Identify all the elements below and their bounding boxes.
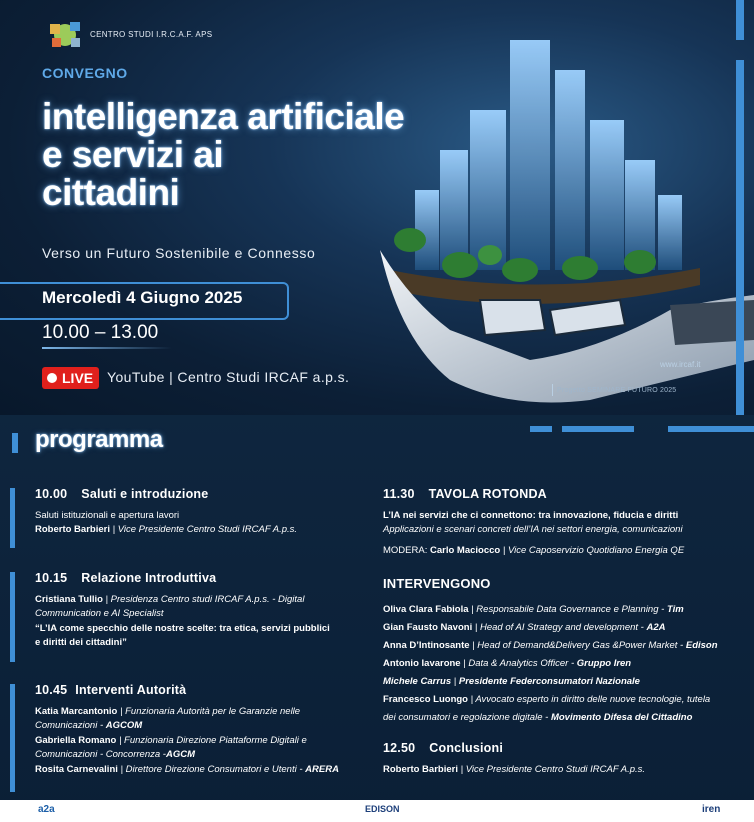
stream-channel[interactable]: YouTube | Centro Studi IRCAF a.p.s. [107, 369, 350, 385]
speaker-role: | Data & Analytics Officer - [460, 658, 577, 669]
session-line: Applicazioni e scenari concreti dell’IA nei settori energia, comunicazioni [383, 524, 683, 535]
speaker-role: | Vice Presidente Centro Studi IRCAF A.p.s. [109, 524, 298, 535]
session-time: 12.50 [383, 741, 416, 755]
speaker-role: | Responsabile Data Governance e Planning - [468, 604, 667, 615]
speaker-role: Communication e AI Specialist [35, 608, 164, 619]
project-label: Progetto SEMINARE FUTURO 2025 [557, 387, 677, 394]
live-dot-icon [47, 373, 57, 383]
iren-logo: iren [702, 804, 721, 815]
session-keynote [35, 571, 365, 651]
section-bar [10, 572, 15, 662]
speaker-org: AGCOM [105, 720, 143, 731]
speaker-role: | Direttore Direzione Consumatori e Utenti - [117, 763, 306, 775]
session-round-table [383, 487, 748, 558]
session-conclusions [383, 741, 748, 777]
a2a-logo: a2a [38, 804, 55, 815]
session-line: Saluti istituzionali e apertura lavori [35, 509, 180, 521]
speaker-name: Oliva Clara Fabiola [383, 604, 469, 615]
session-line: L’IA nei servizi che ci connettono: tra innovazione, fiducia e diritti [383, 509, 679, 521]
speaker-name: Katia Marcantonio [35, 705, 118, 717]
speaker-name: Carlo Maciocco [429, 544, 501, 556]
session-title: Conclusioni [429, 741, 504, 755]
speaker-role: | Vice Caposervizio Quotidiano Energia QE [500, 544, 685, 556]
session-authorities [35, 683, 365, 777]
speaker-role: Comunicazioni - Concorrenza - [35, 749, 166, 760]
title-line: intelligenza artificiale [42, 96, 405, 137]
event-date: Mercoledì 4 Giugno 2025 [42, 288, 243, 307]
session-title: Saluti e introduzione [81, 487, 209, 501]
website[interactable]: www.ircaf.it [660, 360, 701, 369]
decor-bar [736, 60, 744, 415]
speaker-name: Gabriella Romano [35, 734, 117, 746]
session-title: Interventi Autorità [75, 683, 187, 697]
talk-title: e diritti dei cittadini” [35, 637, 127, 648]
speaker-role: | Funzionaria Direzione Piattaforme Digitali e [116, 734, 307, 746]
decor-bar [12, 433, 18, 453]
event-type: CONVEGNO [42, 65, 128, 81]
speaker-role: dei consumatori e regolazione digitale - [383, 712, 551, 723]
speaker-role: | Avvocato esperto in diritto delle nuove tecnologie, tutela [467, 694, 711, 705]
speaker-org: A2A [646, 622, 666, 633]
session-time: 10.45 [35, 683, 68, 697]
session-time: 10.15 [35, 571, 68, 585]
speaker-role: | Head of AI Strategy and development - [472, 622, 647, 633]
speaker-org: Movimento Difesa del Cittadino [550, 712, 693, 723]
speaker-role: Comunicazioni - [35, 720, 106, 731]
speaker-org: Tim [666, 604, 684, 615]
speaker-name: Antonio Iavarone [383, 658, 461, 669]
speaker-role: | [451, 676, 459, 687]
speaker-org: AGCM [165, 749, 195, 760]
program-title: programma [35, 426, 163, 453]
ircaf-logo [46, 20, 84, 50]
speaker-org: Edison [685, 640, 718, 651]
session-title: TAVOLA ROTONDA [428, 487, 547, 501]
speaker-name: Michele Carrus [383, 676, 452, 687]
moderator-label: MODERA: [383, 544, 430, 556]
speaker-role: | Funzionaria Autorità per le Garanzie nelle [117, 705, 301, 717]
org-name: CENTRO STUDI I.R.C.A.F. APS [90, 30, 213, 39]
speaker-name: Gian Fausto Navoni [383, 622, 473, 633]
session-title: Relazione Introduttiva [81, 571, 217, 585]
edison-logo: EDISON [365, 804, 400, 814]
live-label: LIVE [62, 370, 94, 386]
speaker-role: | Presidenza Centro studi IRCAF A.p.s. - Digital [102, 593, 305, 605]
speaker-org: ARERA [305, 763, 339, 775]
decor-line [552, 384, 553, 396]
decor-bar [736, 0, 744, 40]
session-intro [35, 487, 365, 538]
speaker-name: Cristiana Tullio [35, 593, 103, 605]
speakers-heading: INTERVENGONO [383, 576, 491, 591]
speaker-name: Rosita Carnevalini [35, 763, 118, 775]
speaker-name: Roberto Barbieri [383, 763, 458, 775]
speaker-org: Gruppo Iren [576, 658, 632, 669]
speaker-name: Anna D’Intinosante [383, 640, 470, 651]
session-time: 11.30 [383, 487, 415, 501]
speaker-role: | Head of Demand&Delivery Gas &Power Market - [469, 640, 686, 651]
live-badge[interactable] [42, 367, 99, 389]
speakers-list [383, 575, 748, 727]
speaker-org: Presidente Federconsumatori Nazionale [458, 676, 640, 687]
decor-bar [530, 426, 552, 432]
section-bar [10, 488, 15, 548]
session-time: 10.00 [35, 487, 68, 501]
speaker-name: Roberto Barbieri [35, 524, 110, 535]
speaker-name: Francesco Luongo [383, 694, 468, 705]
decor-bar [562, 426, 634, 432]
subtitle: Verso un Futuro Sostenibile e Connesso [42, 245, 316, 261]
speaker-role: | Vice Presidente Centro Studi IRCAF A.p.s. [457, 763, 646, 775]
event-time: 10.00 – 13.00 [42, 322, 159, 343]
section-bar [10, 684, 15, 792]
divider [42, 347, 172, 349]
event-title [42, 98, 492, 212]
sponsor-footer [0, 800, 754, 822]
title-line: cittadini [42, 172, 180, 213]
title-line: e servizi ai [42, 134, 224, 175]
talk-title: “L’IA come specchio delle nostre scelte: tra etica, servizi pubblici [35, 622, 330, 634]
decor-bar [668, 426, 754, 432]
